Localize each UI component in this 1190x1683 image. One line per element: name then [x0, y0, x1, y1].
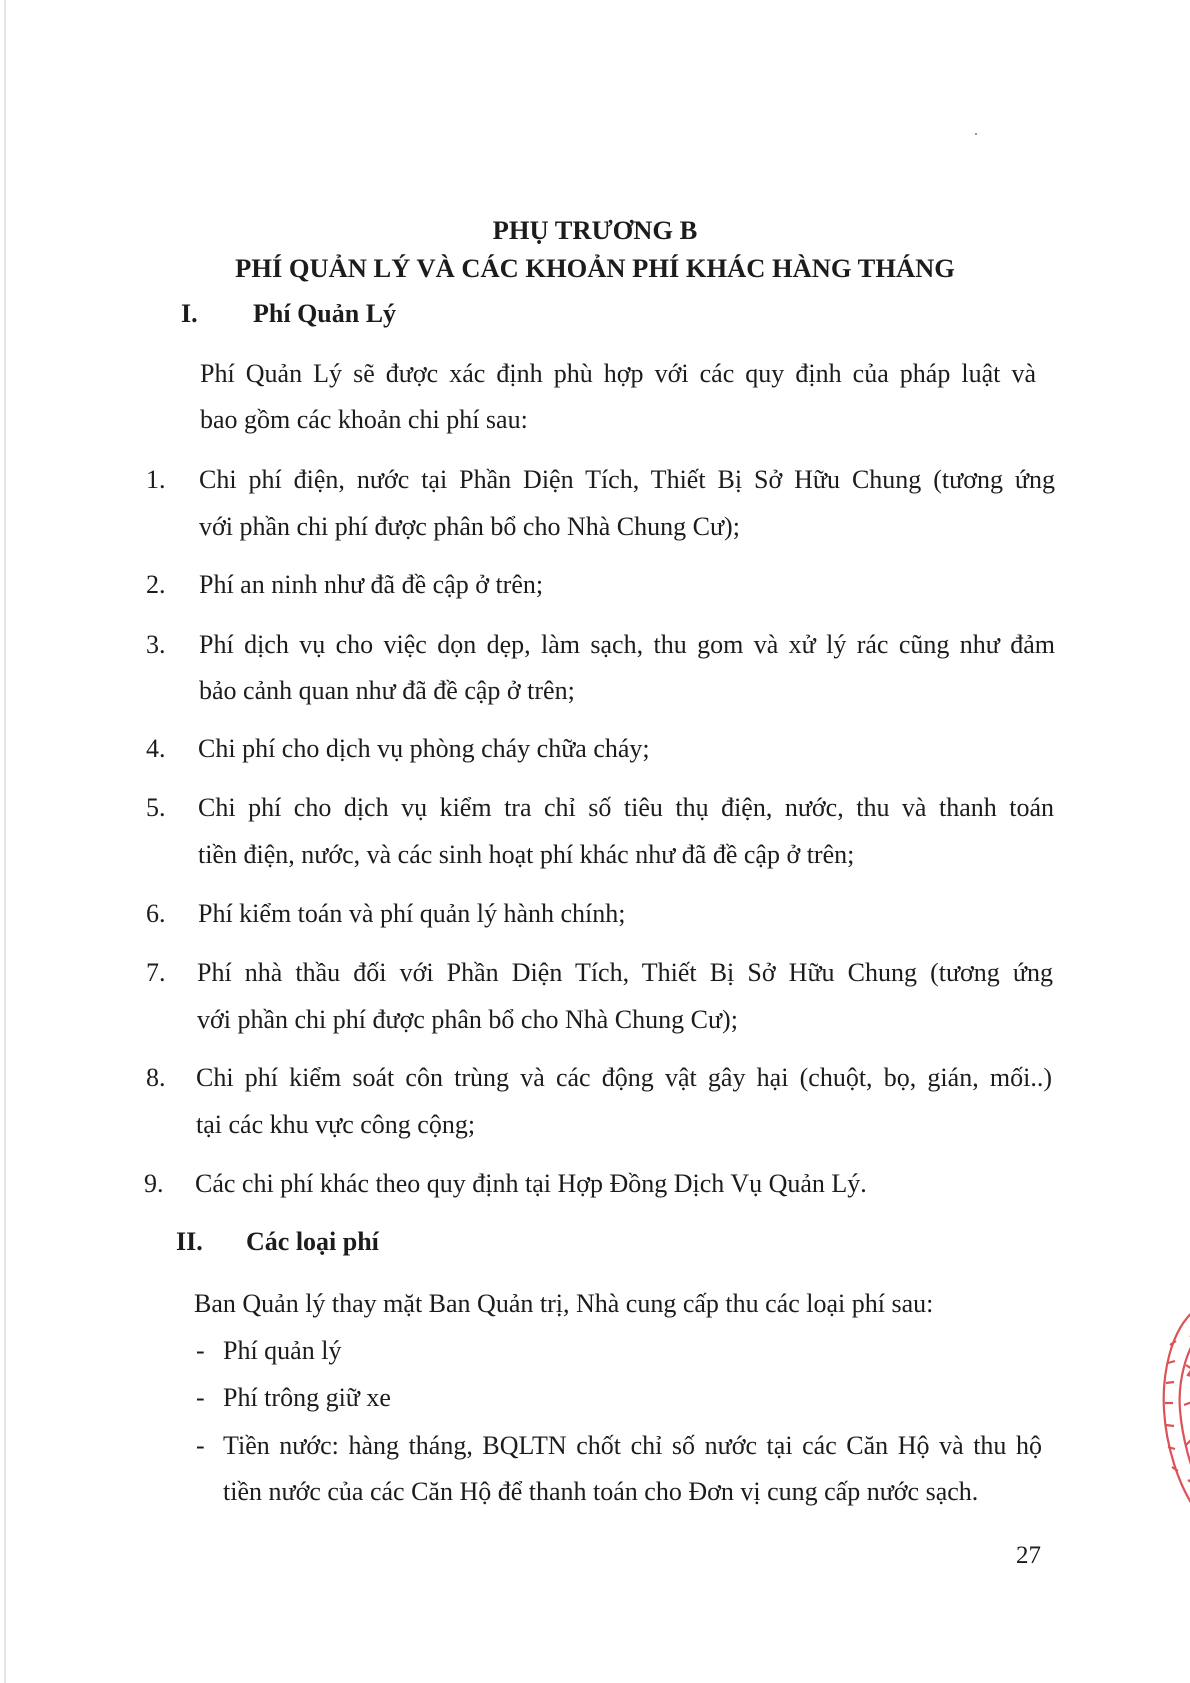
page-number: 27: [1016, 1542, 1041, 1569]
section1-number: I.: [181, 299, 198, 328]
list-item-number: 1.: [146, 465, 166, 494]
section2-number: II.: [176, 1227, 203, 1256]
list-item-line: Chi phí cho dịch vụ kiểm tra chỉ số tiêu thụ điện, nước, thu và thanh toán: [198, 793, 1054, 822]
bullet-dash: -: [196, 1431, 205, 1460]
scan-speck: [975, 133, 977, 135]
bullet-dash: -: [196, 1383, 205, 1412]
list-item-number: 7.: [146, 958, 166, 987]
red-stamp-seal: [1160, 1305, 1190, 1515]
list-item-line: Phí an ninh như đã đề cập ở trên;: [199, 570, 544, 599]
list-item-line: Chi phí cho dịch vụ phòng cháy chữa cháy;: [198, 734, 650, 763]
list-item-number: 5.: [146, 793, 166, 822]
section1-intro-line2: bao gồm các khoản chi phí sau:: [200, 405, 528, 434]
section2-heading: Các loại phí: [246, 1227, 379, 1256]
section1-intro-line1: Phí Quản Lý sẽ được xác định phù hợp với các quy định của pháp luật và: [200, 359, 1036, 388]
list-item-line: bảo cảnh quan như đã đề cập ở trên;: [199, 676, 575, 705]
bullet-dash: -: [196, 1336, 205, 1365]
list-item-number: 6.: [146, 899, 166, 928]
list-item-number: 4.: [146, 734, 166, 763]
bullet-item: tiền nước của các Căn Hộ để thanh toán cho Đơn vị cung cấp nước sạch.: [223, 1477, 979, 1506]
list-item-line: Phí dịch vụ cho việc dọn dẹp, làm sạch, thu gom và xử lý rác cũng như đảm: [199, 630, 1055, 659]
bullet-item: Phí quản lý: [223, 1336, 342, 1365]
bullet-item: Phí trông giữ xe: [223, 1383, 391, 1412]
list-item-line: với phần chi phí được phân bổ cho Nhà Chung Cư);: [199, 512, 740, 541]
list-item-line: tại các khu vực công cộng;: [196, 1110, 476, 1139]
list-item-line: với phần chi phí được phân bổ cho Nhà Chung Cư);: [197, 1005, 738, 1034]
list-item-line: tiền điện, nước, và các sinh hoạt phí khác như đã đề cập ở trên;: [198, 840, 855, 869]
list-item-number: 2.: [146, 570, 166, 599]
list-item-line: Phí nhà thầu đối với Phần Diện Tích, Thiết Bị Sở Hữu Chung (tương ứng: [197, 958, 1053, 987]
list-item-line: Chi phí điện, nước tại Phần Diện Tích, Thiết Bị Sở Hữu Chung (tương ứng: [199, 465, 1055, 494]
list-item-line: Các chi phí khác theo quy định tại Hợp Đồng Dịch Vụ Quản Lý.: [195, 1169, 867, 1198]
bullet-item: Tiền nước: hàng tháng, BQLTN chốt chỉ số nước tại các Căn Hộ và thu hộ: [223, 1431, 1042, 1460]
list-item-line: Phí kiểm toán và phí quản lý hành chính;: [198, 899, 626, 928]
list-item-number: 8.: [146, 1063, 166, 1092]
list-item-number: 3.: [146, 630, 166, 659]
list-item-number: 9.: [144, 1169, 164, 1198]
section1-heading: Phí Quản Lý: [253, 299, 397, 328]
section2-intro: Ban Quản lý thay mặt Ban Quản trị, Nhà cung cấp thu các loại phí sau:: [194, 1289, 934, 1318]
list-item-line: Chi phí kiểm soát côn trùng và các động vật gây hại (chuột, bọ, gián, mối..): [196, 1063, 1052, 1092]
appendix-subtitle: PHÍ QUẢN LÝ VÀ CÁC KHOẢN PHÍ KHÁC HÀNG THÁNG: [235, 253, 955, 283]
appendix-title: PHỤ TRƯƠNG B: [492, 215, 698, 245]
